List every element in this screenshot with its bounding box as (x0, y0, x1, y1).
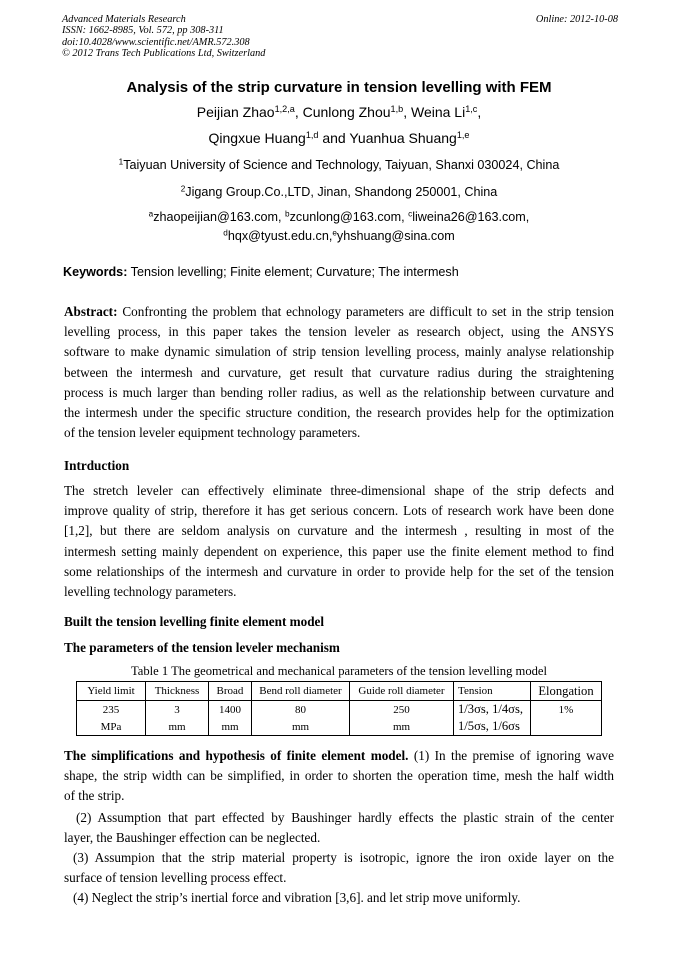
email-sup: e (332, 228, 337, 238)
email-address: yhshuang@sina.com (336, 229, 455, 243)
table-header-cell: Tension (454, 682, 531, 701)
table-header-cell: Elongation (531, 682, 602, 701)
doi-line: doi:10.4028/www.scientific.net/AMR.572.308 (62, 36, 250, 48)
affiliation-text: Taiyuan University of Science and Technology, Taiyuan, Shanxi 030024, China (123, 158, 560, 172)
intro-line: improve quality of strip, therefore it has get serious concern. Lots of research work have been done (64, 503, 614, 519)
intro-line: The stretch leveler can effectively eliminate three-dimensional shape of the strip defects and (64, 483, 614, 498)
table-header-cell: Broad (209, 682, 252, 701)
simplifications-paragraph-1 (64, 746, 614, 807)
intro-line: [1,2], but there are seldom analysis on curvature and the intermesh , resulting in most of the (64, 523, 614, 539)
table-cell: 250 (350, 701, 454, 719)
author-name: Yuanhua Shuang (349, 130, 457, 146)
table-header-cell: Bend roll diameter (252, 682, 350, 701)
authors-line-1: Peijian Zhao$^{1,2,a}$, Cunlong Zhou$^{1,b}$, Weina Li$^{1,c}$, (196, 104, 482, 120)
simplifications-line: (4) Neglect the strip’s inertial force and vibration [3,6]. and let strip move uniformly. (73, 890, 521, 905)
simplifications-paragraph-3 (64, 848, 614, 888)
intro-line: levelling technology parameters. (64, 583, 237, 599)
abstract-line: levelling process, in this paper takes the tension leveler as research object, using the ANSYS (64, 324, 614, 340)
abstract-line: Abstract: Confronting the problem that echnology parameters are difficult to set in the strip tension (64, 304, 615, 319)
author-name: Cunlong Zhou (302, 104, 391, 120)
table-cell: 1% (531, 701, 602, 719)
simplifications-paragraph-4 (64, 888, 614, 908)
issn-line: ISSN: 1662-8985, Vol. 572, pp 308-311 (62, 25, 224, 37)
journal-header (62, 14, 618, 60)
table-header-cell: Thickness (146, 682, 209, 701)
simplifications-line: of the strip. (64, 788, 125, 804)
table-cell (531, 718, 602, 736)
author-name: Qingxue Huang (208, 130, 306, 146)
keywords (63, 265, 459, 279)
author-sup: 1,c (465, 104, 478, 114)
email-sup: b (285, 209, 290, 219)
table-cell: mm (252, 718, 350, 736)
abstract-label: Abstract: (64, 304, 118, 319)
table-cell: mm (209, 718, 252, 736)
abstract-line: software to make dynamic simulation of strip tension levelling process, mainly analyse relationship (64, 344, 614, 360)
emails-line-2 (0, 229, 678, 243)
table-cell: MPa (77, 718, 146, 736)
table-cell: mm (146, 718, 209, 736)
email-sup: d (223, 228, 228, 238)
emails-line-1 (0, 210, 678, 224)
email-address: zcunlong@163.com, (289, 210, 405, 224)
simplifications-line: (3) Assumpion that the strip material property is isotropic, ignore the iron oxide layer on the (73, 850, 614, 865)
simplifications-line: (2) Assumption that part effected by Baushinger hardly effects the plastic strain of the center (76, 810, 614, 825)
table-row (77, 701, 602, 719)
author-name: Weina Li (410, 104, 466, 120)
abstract-line: process is much larger than bending roller radius, as well as the relationship between curvature and (64, 384, 614, 400)
table-caption: Table 1 The geometrical and mechanical parameters of the tension levelling model (130, 664, 548, 678)
table-header-cell: Guide roll diameter (350, 682, 454, 701)
abstract-line: the intermesh under the specific structure condition, the research provides help for the optimization (64, 404, 614, 420)
intro-line: some relationships of the intermesh and curvature in order to provide help for the set of the tension (64, 563, 614, 579)
author-conjunction: and (322, 130, 346, 146)
copyright-line: © 2012 Trans Tech Publications Ltd, Switzerland (62, 48, 266, 60)
simplifications-heading: The simplifications and hypothesis of finite element model. (64, 748, 409, 763)
table-cell: 1/5σs, 1/6σs (454, 718, 531, 736)
simplifications-line: surface of tension levelling process effect. (64, 870, 287, 886)
email-address: hqx@tyust.edu.cn, (227, 229, 333, 243)
affiliation-1 (0, 158, 678, 172)
table-header-cell: Yield limit (77, 682, 146, 701)
table-header-row (77, 682, 602, 701)
affiliation-text: Jigang Group.Co.,LTD, Jinan, Shandong 250001, China (185, 185, 498, 199)
keywords-text: Tension levelling; Finite element; Curvature; The intermesh (130, 265, 459, 279)
author-sup: 1,2,a (274, 104, 295, 114)
author-sup: 1,b (390, 104, 404, 114)
author-name: Peijian Zhao (196, 104, 275, 120)
abstract-line: of the tension leveler equipment technology parameters. (64, 425, 361, 441)
email-sup: a (148, 209, 154, 219)
table-cell: 3 (146, 701, 209, 719)
paper-title: Analysis of the strip curvature in tension levelling with FEM (126, 79, 552, 96)
parameters-table (76, 681, 602, 736)
simplifications-paragraph-2 (64, 808, 614, 848)
table-cell: 1400 (209, 701, 252, 719)
table-cell: 1/3σs, 1/4σs, (454, 701, 531, 719)
intro-line: intermesh setting mainly dependent on experience, this paper use the finite element method to find (64, 543, 614, 559)
affiliation-sup: 2 (180, 184, 186, 194)
subsection-heading-parameters: The parameters of the tension leveler mechanism (64, 640, 340, 655)
online-date: Online: 2012-10-08 (535, 14, 618, 25)
author-sup: 1,d (305, 130, 319, 140)
keywords-label: Keywords: (63, 265, 128, 279)
email-sup: c (408, 209, 413, 219)
email-address: liweina26@163.com, (412, 210, 530, 224)
section-heading-intro: Intrduction (64, 458, 130, 473)
journal-name: Advanced Materials Research (62, 14, 186, 25)
simplifications-line: layer, the Baushinger effection can be neglected. (64, 830, 321, 846)
simplifications-line: The simplifications and hypothesis of finite element model. (1) In the premise of ignoring wave (64, 748, 614, 763)
table-cell: 80 (252, 701, 350, 719)
table-row (77, 718, 602, 736)
table-cell: mm (350, 718, 454, 736)
author-sup: 1,e (456, 130, 470, 140)
email-address: zhaopeijian@163.com, (153, 210, 282, 224)
affiliation-sup: 1 (118, 157, 124, 167)
affiliation-2 (0, 185, 678, 199)
table-cell: 235 (77, 701, 146, 719)
abstract (64, 302, 614, 443)
abstract-line: between the intermesh and curvature, get result that curvature radius during the straightening (64, 364, 614, 380)
intro-paragraph (64, 481, 614, 602)
simplifications-line: shape, the strip width can be simplified, in order to shorten the operation time, mesh the half width (64, 768, 614, 784)
section-heading-model: Built the tension levelling finite element model (64, 614, 325, 629)
authors-line-2 (0, 130, 678, 146)
